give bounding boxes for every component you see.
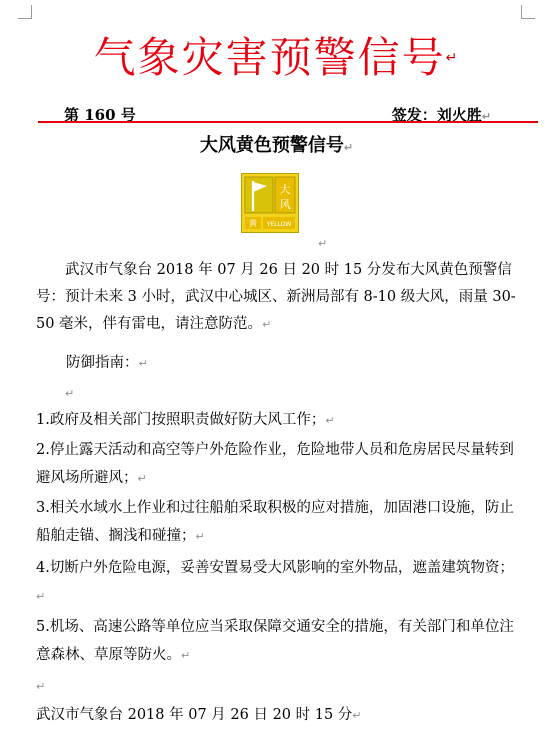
header-divider <box>38 121 538 123</box>
issue-number: 第 160 号 <box>64 106 136 124</box>
list-item <box>36 406 522 435</box>
list-item-text: 2.停止露天活动和高空等户外危险作业，危险地带人员和危房居民尽量转到避风场所避风； <box>36 442 514 486</box>
paragraph-mark-icon: ↵ <box>65 387 75 400</box>
list-item-text: 4.切断户外危险电源，妥善安置易受大风影响的室外物品，遮盖建筑物资； <box>36 560 514 576</box>
signal-icon-lower-right: YELLOW <box>266 221 292 228</box>
list-item-text: 5.机场、高速公路等单位应当采取保障交通安全的措施，有关部门和单位注意森林、草原等防火。 <box>36 619 514 663</box>
guide-label-text: 防御指南： <box>66 355 139 371</box>
paragraph-mark-icon: ↵ <box>36 680 46 693</box>
paragraph-mark-icon: ↵ <box>137 472 147 485</box>
signer-text: 签发：刘火胜 <box>391 106 482 124</box>
paragraph-mark-icon: ↵ <box>262 318 272 331</box>
signal-icon-upper-text-2: 风 <box>279 198 291 211</box>
signal-icon-upper-text-1: 大 <box>279 183 291 196</box>
list-item <box>36 613 522 670</box>
document-title <box>0 131 553 157</box>
intro-text: 武汉市气象台 2018 年 07 月 26 日 20 时 15 分发布大风黄色预警信号：预计未来 3 小时，武汉中心城区、新洲局部有 8-10 级大风，雨量 30-50 毫米，伴有雷电，请注意防范。 <box>36 262 516 332</box>
issuer-timestamp <box>36 702 526 729</box>
paragraph-mark-icon: ↵ <box>36 590 46 603</box>
signal-icon-lower-left: 黄 <box>249 219 257 228</box>
empty-paragraph <box>36 673 526 700</box>
paragraph-mark-icon: ↵ <box>138 357 148 370</box>
paragraph-mark-icon: ↵ <box>352 709 362 722</box>
paragraph-mark-icon: ↵ <box>181 649 191 662</box>
list-item-text: 3.相关水域水上作业和过往船舶采取积极的应对措施，加固港口设施，防止船舶走锚、搁浅和碰撞； <box>36 500 514 544</box>
page-corner-mark-right <box>521 5 535 19</box>
paragraph-mark-icon: ↵ <box>445 50 460 66</box>
list-item <box>36 436 522 493</box>
intro-paragraph <box>36 257 526 338</box>
header-title-text: 气象灾害预警信号 <box>93 33 446 82</box>
page-corner-mark-left <box>18 5 32 19</box>
list-item <box>36 554 522 611</box>
paragraph-mark-icon: ↵ <box>318 237 328 250</box>
paragraph-mark-icon: ↵ <box>343 141 354 154</box>
document-title-text: 大风黄色预警信号 <box>199 135 344 156</box>
issuer-timestamp-text: 武汉市气象台 2018 年 07 月 26 日 20 时 15 分 <box>36 707 353 723</box>
guide-label <box>66 350 553 377</box>
list-item <box>36 494 522 551</box>
paragraph-mark-icon: ↵ <box>325 414 335 427</box>
list-item-text: 1.政府及相关部门按照职责做好防大风工作； <box>36 412 326 428</box>
wind-yellow-warning-icon <box>241 173 299 233</box>
paragraph-mark-icon: ↵ <box>481 110 491 123</box>
page-header-title <box>0 32 553 84</box>
empty-paragraph <box>36 380 526 407</box>
paragraph-mark-icon: ↵ <box>195 530 205 543</box>
